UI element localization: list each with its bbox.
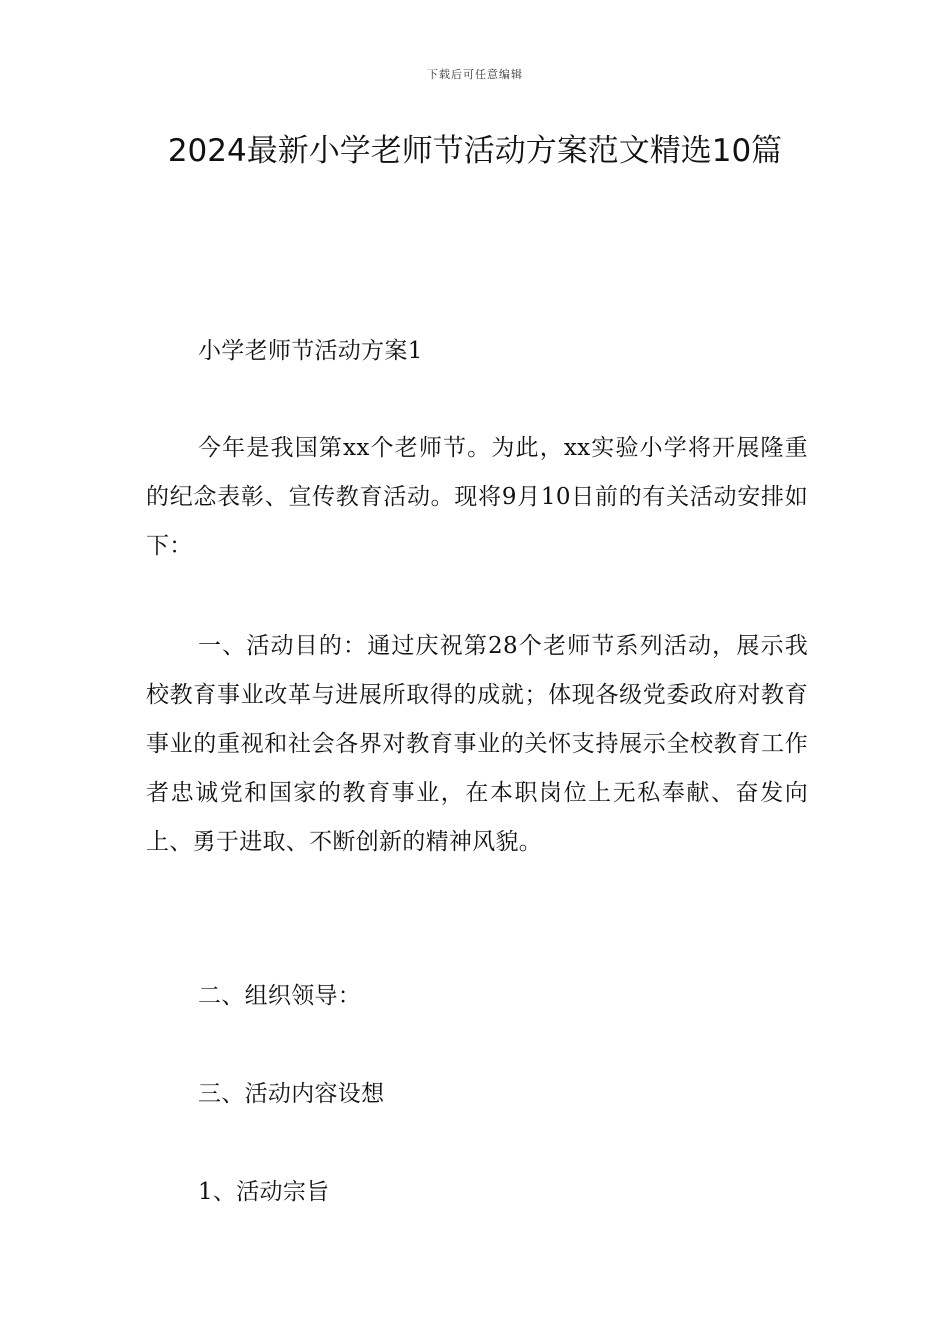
aim-paragraph: 一、活动目的：通过庆祝第28个老师节系列活动，展示我校教育事业改革与进展所取得的成就；体现各级党委政府对教育事业的重视和社会各界对教育事业的关怀支持展示全校教育工作者忠诚党和国家的教育事业，在本职岗位上无私奉献、奋发向上、勇于进取、不断创新的精神风貌。 bbox=[146, 633, 808, 855]
content-heading: 三、活动内容设想 bbox=[198, 1081, 385, 1107]
header-note: 下载后可任意编辑 bbox=[427, 68, 523, 81]
intro-paragraph: 今年是我国第xx个老师节。为此，xx实验小学将开展隆重的纪念表彰、宣传教育活动。现将9月10日前的有关活动安排如下： bbox=[146, 435, 808, 559]
section-heading: 小学老师节活动方案1 bbox=[198, 338, 423, 364]
tenet-heading: 1、活动宗旨 bbox=[198, 1179, 330, 1205]
organization-heading: 二、组织领导： bbox=[198, 983, 362, 1009]
document-title: 2024最新小学老师节活动方案范文精选10篇 bbox=[167, 133, 783, 169]
